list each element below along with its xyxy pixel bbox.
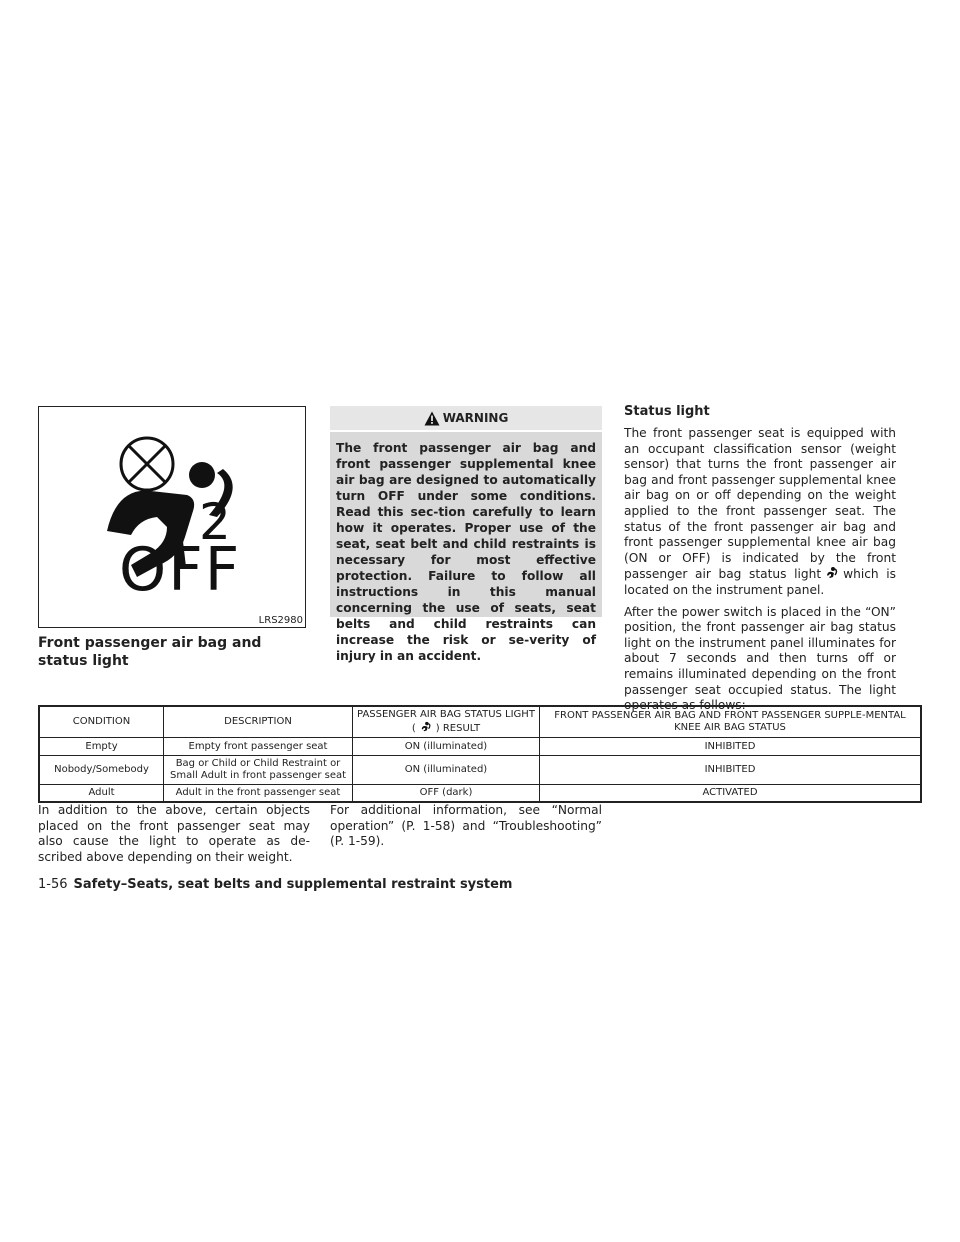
warning-text: The front passenger air bag and front passenger supplemental knee air bag are designed to automatically turn OFF under some conditions. Read this sec-tion carefully to learn how it operates. Proper use of the seat, seat belt and child restraints is necessary for most effective protection. Failure to follow all instructions in this manual concerning the use of seats, seat belts and child restraints can increase the risk or se-verity of injury in an accident. [336,441,596,663]
status-light-paragraph-2: After the power switch is placed in the “ON” position, the front passenger air bag status light on the instrument panel illuminates for about 7 seconds and then turns off or remains illuminated depending on the front passenger seat occupied status. The light operates as follows: [624,604,896,713]
warning-heading [330,406,602,432]
status-light-paragraph-1 [624,426,896,599]
cell-light: OFF (dark) [353,785,540,803]
table-row [39,756,921,785]
warning-heading-text: WARNING [442,411,509,425]
warning-triangle-icon [424,411,440,426]
table-row [39,785,921,803]
additional-info-paragraph: For additional information, see “Normal operation” (P. 1-58) and “Troubleshooting” (P. 1-59). [330,803,602,849]
header-status-light-line2 [357,721,535,735]
status-light-para1-a: The front passenger seat is equipped with an occupant classification sensor (weight sensor) that turns the front passenger air bag and front passenger supplemental knee air bag on or off depending on the weight applied to the front passenger seat. The status of the front passenger air bag and front passenger supplemental knee air bag (ON or OFF) is indicated by the front passenger air bag status light [624,426,896,582]
icon-number-text: 2 [199,493,231,551]
objects-paragraph: In addition to the above, certain objects placed on the front passenger seat may also cause the light to operate as de-scribed above depending on their weight. [38,803,310,864]
cell-condition: Nobody/Somebody [39,756,164,785]
cell-status: ACTIVATED [540,785,922,803]
table-header-row [39,706,921,738]
cell-description-line1: Bag or Child or Child Restraint or [175,758,341,769]
airbag-status-figure [38,406,306,628]
warning-box [330,406,602,663]
header-result: ) RESULT [435,723,481,734]
status-table [38,705,922,803]
figure-caption: Front passenger air bag and status light [38,635,262,669]
header-status-light-line1: PASSENGER AIR BAG STATUS LIGHT [357,709,535,720]
cell-light: ON (illuminated) [353,756,540,785]
page-footer [38,877,512,892]
section-title: Safety–Seats, seat belts and supplemental restraint system [73,877,513,892]
icon-off-text: OFF [119,535,242,605]
header-status-light [353,706,540,738]
cell-description [164,756,353,785]
header-condition: CONDITION [39,706,164,738]
bottom-mid-text [330,803,602,850]
cell-status: INHIBITED [540,738,922,756]
cell-status: INHIBITED [540,756,922,785]
passenger-airbag-status-icon [825,566,839,580]
passenger-airbag-status-icon [420,721,432,733]
figure-code: LRS2980 [258,615,303,626]
cell-condition: Empty [39,738,164,756]
cell-light: ON (illuminated) [353,738,540,756]
status-light-section [624,404,896,720]
cell-description-line2: Small Adult in front passenger seat [169,770,347,781]
page-number: 1-56 [38,877,68,892]
cell-description: Empty front passenger seat [164,738,353,756]
header-knee-status: FRONT PASSENGER AIR BAG AND FRONT PASSENGER SUPPLE-MENTAL KNEE AIR BAG STATUS [540,706,922,738]
table-row [39,738,921,756]
status-light-para1-b: which is located on the instrument panel. [624,567,896,597]
header-description: DESCRIPTION [164,706,353,738]
status-light-heading: Status light [624,404,710,419]
bottom-left-text [38,803,310,865]
cell-description: Adult in the front passenger seat [164,785,353,803]
cell-condition: Adult [39,785,164,803]
header-paren-open: ( [411,723,416,734]
